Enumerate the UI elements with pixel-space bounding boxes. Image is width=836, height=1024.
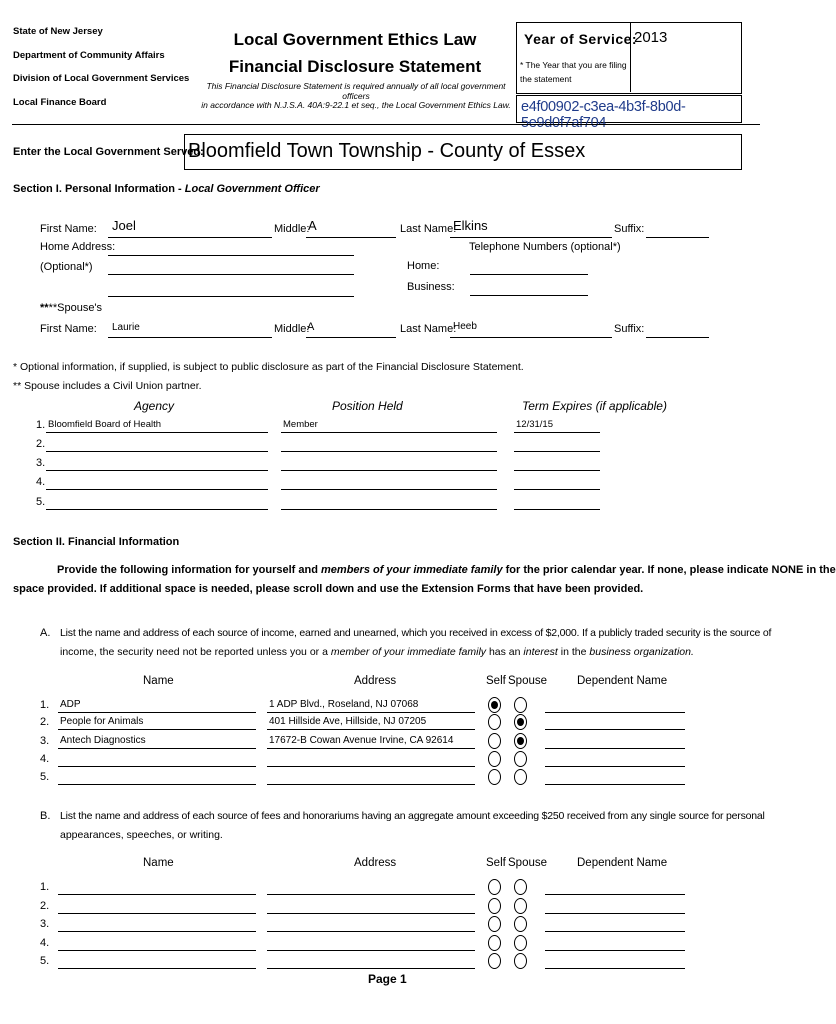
first-name-value[interactable]: Joel bbox=[112, 218, 136, 233]
part-b-text-1: List the name and address of each source of fees and honorariums having an aggregate amount exceeding $250 received from any single source for personal bbox=[60, 810, 765, 822]
name-line[interactable] bbox=[58, 968, 256, 969]
page-number: Page 1 bbox=[368, 972, 407, 986]
self-radio[interactable] bbox=[488, 953, 501, 969]
name-line[interactable] bbox=[58, 950, 256, 951]
spouse-radio[interactable] bbox=[514, 879, 527, 895]
business-phone-label: Business: bbox=[407, 281, 455, 293]
a-col-dependent: Dependent Name bbox=[577, 675, 668, 687]
first-name-line bbox=[108, 237, 272, 238]
address-line-3[interactable] bbox=[108, 296, 354, 297]
col-position: Position Held bbox=[332, 399, 403, 413]
middle-label: Middle: bbox=[274, 223, 310, 235]
name-line[interactable] bbox=[58, 931, 256, 932]
address-line[interactable] bbox=[267, 729, 475, 730]
optional-label: (Optional*) bbox=[40, 261, 93, 273]
agency-line bbox=[46, 489, 268, 490]
row-num: 2. bbox=[40, 900, 50, 912]
row-num: 1. bbox=[40, 699, 50, 711]
spouse-first-value[interactable]: Laurie bbox=[112, 322, 140, 333]
spouse-radio[interactable] bbox=[514, 733, 527, 749]
optional-note: * Optional information, if supplied, is subject to public disclosure as part of the Financial Disclosure Statement. bbox=[13, 361, 524, 373]
business-phone-line[interactable] bbox=[470, 295, 588, 296]
position-line bbox=[281, 451, 497, 452]
address-line-2[interactable] bbox=[108, 274, 354, 275]
spouse-first-line bbox=[108, 337, 272, 338]
spouse-radio[interactable] bbox=[514, 916, 527, 932]
spouse-radio[interactable] bbox=[514, 751, 527, 767]
a2a: income, the security need not be reported unless you or a bbox=[60, 646, 331, 658]
source-address[interactable]: 1 ADP Blvd., Roseland, NJ 07068 bbox=[269, 699, 419, 710]
a2e: in the bbox=[557, 646, 590, 658]
home-phone-line[interactable] bbox=[470, 274, 588, 275]
home-phone-label: Home: bbox=[407, 260, 440, 272]
spouse-last-label: Last Name: bbox=[400, 323, 457, 335]
a2c: has an bbox=[486, 646, 524, 658]
row-num: 5. bbox=[40, 955, 50, 967]
section1-title-b: Local Government Officer bbox=[184, 183, 320, 195]
middle-line bbox=[306, 237, 396, 238]
self-radio[interactable] bbox=[488, 898, 501, 914]
section2-intro-1 bbox=[57, 564, 836, 576]
section1-title-a: Section I. Personal Information - bbox=[13, 183, 185, 195]
dependent-line[interactable] bbox=[545, 766, 685, 767]
agency-line-3: Division of Local Government Services bbox=[13, 73, 190, 84]
row-num: 2. bbox=[40, 716, 50, 728]
last-name-line bbox=[450, 237, 612, 238]
header-rule bbox=[12, 124, 760, 125]
agency-row-num: 2. bbox=[36, 438, 46, 450]
a-col-self: Self bbox=[486, 675, 506, 687]
term-line bbox=[514, 509, 600, 510]
spouse-suffix-line bbox=[646, 337, 709, 338]
a2b: member of your immediate family bbox=[330, 646, 487, 658]
dependent-line[interactable] bbox=[545, 931, 685, 932]
name-line[interactable] bbox=[58, 712, 256, 713]
self-radio[interactable] bbox=[488, 879, 501, 895]
agency-line bbox=[46, 432, 268, 433]
intro-a: Provide the following information for yourself and bbox=[57, 564, 322, 576]
agency-line bbox=[46, 470, 268, 471]
year-note: * The Year that you are filing the statement bbox=[520, 60, 627, 84]
row-num: 4. bbox=[40, 753, 50, 765]
self-radio[interactable] bbox=[488, 935, 501, 951]
dependent-line[interactable] bbox=[545, 894, 685, 895]
term-expires[interactable]: 12/31/15 bbox=[516, 419, 553, 430]
form-note-1: This Financial Disclosure Statement is required annually of all local government officers bbox=[206, 81, 506, 101]
row-num: 3. bbox=[40, 918, 50, 930]
b-col-name: Name bbox=[143, 857, 174, 869]
form-title-2: Financial Disclosure Statement bbox=[228, 57, 482, 76]
spouse-label: ****Spouse's bbox=[40, 302, 103, 314]
term-line bbox=[514, 470, 600, 471]
agency-line bbox=[46, 451, 268, 452]
dependent-line[interactable] bbox=[545, 950, 685, 951]
b-col-self: Self bbox=[486, 857, 506, 869]
b-col-spouse: Spouse bbox=[508, 857, 548, 869]
name-line[interactable] bbox=[58, 913, 256, 914]
position-line bbox=[281, 432, 497, 433]
name-line[interactable] bbox=[58, 748, 256, 749]
year-value[interactable]: 2013 bbox=[634, 29, 668, 46]
suffix-line bbox=[646, 237, 709, 238]
term-line bbox=[514, 489, 600, 490]
col-term: Term Expires (if applicable) bbox=[522, 399, 667, 413]
section1-title bbox=[13, 183, 320, 195]
source-address[interactable]: 17672-B Cowan Avenue Irvine, CA 92614 bbox=[269, 735, 454, 746]
agency-line-4: Local Finance Board bbox=[13, 97, 107, 108]
col-agency: Agency bbox=[134, 399, 175, 413]
self-radio[interactable] bbox=[488, 733, 501, 749]
address-line[interactable] bbox=[267, 931, 475, 932]
part-b-letter: B. bbox=[40, 810, 51, 822]
spouse-last-value[interactable]: Heeb bbox=[453, 321, 477, 332]
address-line[interactable] bbox=[267, 913, 475, 914]
row-num: 5. bbox=[40, 771, 50, 783]
source-name[interactable]: ADP bbox=[60, 699, 81, 710]
spouse-radio[interactable] bbox=[514, 898, 527, 914]
gov-served-value: Bloomfield Town Township - County of Essex bbox=[188, 140, 586, 162]
source-name[interactable]: People for Animals bbox=[60, 716, 144, 727]
position-held[interactable]: Member bbox=[283, 419, 318, 430]
year-label: Year of Service: bbox=[524, 31, 638, 47]
a2d: interest bbox=[523, 646, 558, 658]
spouse-first-label: First Name: bbox=[40, 323, 97, 335]
row-num: 3. bbox=[40, 735, 50, 747]
spouse-middle-label: Middle: bbox=[274, 323, 310, 335]
dependent-line[interactable] bbox=[545, 748, 685, 749]
dependent-line[interactable] bbox=[545, 913, 685, 914]
home-address-label: Home Address: bbox=[40, 241, 116, 253]
middle-value[interactable]: A bbox=[308, 218, 317, 233]
spouse-radio[interactable] bbox=[514, 935, 527, 951]
doc-id: e4f00902-c3ea-4b3f-8b0d-5e9d0f7af704 bbox=[521, 99, 686, 131]
a-col-spouse: Spouse bbox=[508, 675, 548, 687]
address-line-1[interactable] bbox=[108, 255, 354, 256]
spouse-radio[interactable] bbox=[514, 697, 527, 713]
intro-c: for the prior calendar year. If none, please indicate NONE in the bbox=[502, 564, 836, 576]
spouse-middle-value[interactable]: A bbox=[307, 321, 315, 333]
dependent-line[interactable] bbox=[545, 712, 685, 713]
address-line[interactable] bbox=[267, 784, 475, 785]
agency-line bbox=[46, 509, 268, 510]
phone-label: Telephone Numbers (optional*) bbox=[469, 241, 621, 253]
agency-row-num: 4. bbox=[36, 476, 46, 488]
spouse-radio[interactable] bbox=[514, 769, 527, 785]
part-a-text-2 bbox=[60, 646, 694, 658]
self-radio[interactable] bbox=[488, 714, 501, 730]
form-title-1: Local Government Ethics Law bbox=[233, 30, 477, 49]
last-name-label: Last Name: bbox=[400, 223, 457, 235]
agency-name[interactable]: Bloomfield Board of Health bbox=[48, 419, 162, 430]
agency-line-2: Department of Community Affairs bbox=[13, 50, 165, 61]
name-line[interactable] bbox=[58, 729, 256, 730]
intro-b: members of your immediate family bbox=[321, 564, 503, 576]
name-line[interactable] bbox=[58, 766, 256, 767]
address-line[interactable] bbox=[267, 894, 475, 895]
dependent-line[interactable] bbox=[545, 729, 685, 730]
self-radio[interactable] bbox=[488, 769, 501, 785]
row-num: 4. bbox=[40, 937, 50, 949]
a-col-name: Name bbox=[143, 675, 174, 687]
name-line[interactable] bbox=[58, 894, 256, 895]
section2-title: Section II. Financial Information bbox=[13, 536, 180, 548]
part-b-text-2: appearances, speeches, or writing. bbox=[60, 829, 223, 841]
term-line bbox=[514, 432, 600, 433]
suffix-label: Suffix: bbox=[614, 223, 645, 235]
name-line[interactable] bbox=[58, 784, 256, 785]
position-line bbox=[281, 509, 497, 510]
spouse-label-text: **Spouse's bbox=[48, 302, 103, 314]
source-address[interactable]: 401 Hillside Ave, Hillside, NJ 07205 bbox=[269, 716, 427, 727]
form-note-2: in accordance with N.J.S.A. 40A:9-22.1 et seq., the Local Government Ethics Law. bbox=[201, 100, 511, 110]
dependent-line[interactable] bbox=[545, 784, 685, 785]
address-line[interactable] bbox=[267, 968, 475, 969]
spouse-last-line bbox=[450, 337, 612, 338]
a2f: business organization. bbox=[589, 646, 694, 658]
gov-served-label: Enter the Local Government Served: bbox=[13, 146, 204, 158]
address-line[interactable] bbox=[267, 748, 475, 749]
part-a-text-1: List the name and address of each source of income, earned and unearned, which you received in excess of $2,000. If a publicly traded security is the source of bbox=[60, 627, 772, 639]
first-name-label: First Name: bbox=[40, 223, 97, 235]
agency-row-num: 5. bbox=[36, 496, 46, 508]
agency-row-num: 3. bbox=[36, 457, 46, 469]
b-col-address: Address bbox=[354, 857, 397, 869]
term-line bbox=[514, 451, 600, 452]
position-line bbox=[281, 470, 497, 471]
spouse-suffix-label: Suffix: bbox=[614, 323, 645, 335]
last-name-value[interactable]: Elkins bbox=[453, 218, 488, 233]
self-radio[interactable] bbox=[488, 697, 501, 713]
position-line bbox=[281, 489, 497, 490]
spouse-middle-line bbox=[306, 337, 396, 338]
agency-row-num: 1. bbox=[36, 419, 46, 431]
row-num: 1. bbox=[40, 881, 50, 893]
address-line[interactable] bbox=[267, 766, 475, 767]
address-line[interactable] bbox=[267, 712, 475, 713]
address-line[interactable] bbox=[267, 950, 475, 951]
spouse-radio[interactable] bbox=[514, 714, 527, 730]
part-a-letter: A. bbox=[40, 627, 51, 639]
spouse-note: ** Spouse includes a Civil Union partner. bbox=[13, 380, 202, 392]
b-col-dependent: Dependent Name bbox=[577, 857, 668, 869]
section2-intro-2: space provided. If additional space is needed, please scroll down and use the Extension Forms that have been provided. bbox=[13, 583, 644, 595]
agency-line-1: State of New Jersey bbox=[13, 26, 103, 37]
spouse-radio[interactable] bbox=[514, 953, 527, 969]
self-radio[interactable] bbox=[488, 916, 501, 932]
dependent-line[interactable] bbox=[545, 968, 685, 969]
source-name[interactable]: Antech Diagnostics bbox=[60, 735, 146, 746]
self-radio[interactable] bbox=[488, 751, 501, 767]
a-col-address: Address bbox=[354, 675, 397, 687]
